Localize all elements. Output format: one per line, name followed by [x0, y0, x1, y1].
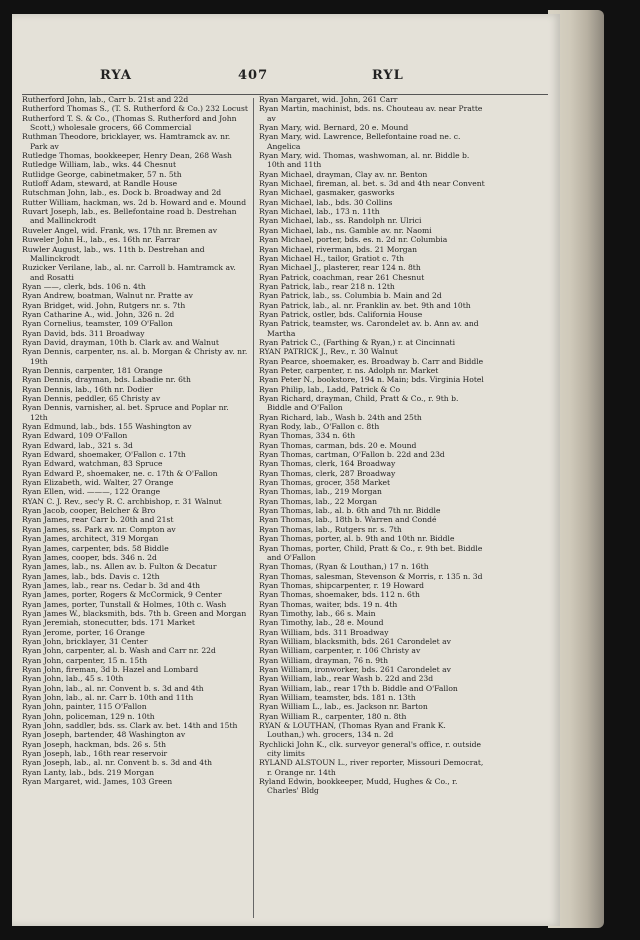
directory-entry: Ryan Michael, porter, bds. es. n. 2d nr. Columbia [259, 235, 448, 245]
directory-entry: Ryan Mary, wid. Bernard, 20 e. Mound [259, 123, 409, 133]
directory-entry: Ryan Thomas, lab., 18th b. Warren and Condé [259, 515, 437, 525]
directory-entry: Ryan James, lab., rear ns. Cedar b. 3d and 4th [22, 580, 201, 590]
directory-entry: Ryan Pearce, shoemaker, es. Broadway b. Carr and Biddle [259, 356, 484, 366]
directory-entry: Ryan Thomas, carman, bds. 20 e. Mound [259, 440, 417, 450]
directory-entry: Ryan James, carpenter, bds. 58 Biddle [22, 543, 169, 553]
directory-entry: Ryan Dennis, carpenter, ns. al. b. Morgan & Christy av. nr. 19th [22, 347, 248, 366]
directory-entry: Ryan Thomas, 334 n. 6th [259, 431, 356, 441]
directory-entry: Ryan Catharine A., wid. John, 326 n. 2d [22, 309, 175, 319]
directory-entry: Ryan Michael, fireman, al. bet. s. 3d and 4th near Convent [259, 179, 485, 189]
directory-entry: Ryan Michael, lab., ss. Randolph nr. Ulrici [259, 216, 422, 226]
directory-entry: Ryan Michael H., tailor, Gratiot c. 7th [259, 253, 405, 263]
directory-entry: Ryan Thomas, waiter, bds. 19 n. 4th [259, 599, 398, 609]
directory-entry: Ryan Dennis, varnisher, al. bet. Spruce and Poplar nr. 12th [22, 403, 229, 422]
directory-entry: Ryan Margaret, wid. John, 261 Carr [259, 95, 398, 104]
directory-entry: Ryan William, lab., rear 17th b. Biddle and O'Fallon [259, 683, 458, 693]
directory-entry: Ryan James W., blacksmith, bds. 7th b. Green and Morgan [22, 608, 247, 618]
directory-entry: Ryan Thomas, lab., Rutgers nr. s. 7th [259, 524, 402, 534]
directory-entry: Ryan Dennis, drayman, bds. Labadie nr. 6th [22, 375, 191, 385]
directory-entry: Ryan Timothy, lab., 66 s. Main [259, 608, 376, 618]
directory-entry: Ryan James, lab., ns. Allen av. b. Fulton & Decatur [22, 562, 217, 572]
directory-entry: Ryan Michael, gasmaker, gasworks [259, 188, 395, 198]
directory-entry: Ruveler Angel, wid. Frank, ws. 17th nr. Bremen av [22, 225, 217, 235]
directory-entry: Ryan Michael, lab., 173 n. 11th [259, 207, 380, 217]
directory-entry: Ryan Jacob, cooper, Belcher & Bro [22, 506, 156, 516]
directory-entry: Ryan Patrick, lab., al. nr. Franklin av. bet. 9th and 10th [259, 300, 471, 310]
directory-entry: RYAN PATRICK J., Rev., r. 30 Walnut [259, 347, 398, 357]
header-right-guide: RYL [372, 68, 404, 83]
directory-entry: Ryan Bridget, wid. John, Rutgers nr. s. 7th [22, 300, 186, 310]
directory-entry: Ryan Peter N., bookstore, 194 n. Main; bds. Virginia Hotel [259, 375, 484, 385]
directory-entry: Ryland Edwin, bookkeeper, Mudd, Hughes & Co., r. Charles' Bldg [259, 777, 458, 796]
directory-entry: Ryan James, architect, 319 Morgan [22, 534, 159, 544]
directory-entry: Ryan John, saddler, bds. ss. Clark av. bet. 14th and 15th [22, 721, 238, 731]
directory-entry: Ryan John, fireman, 3d b. Hazel and Lombard [22, 664, 199, 674]
directory-entry: Ryan Joseph, bartender, 48 Washington av [22, 730, 186, 740]
directory-entry: Ryan Thomas, grocer, 358 Market [259, 478, 391, 488]
directory-entry: Ruthman Theodore, bricklayer, ws. Hamtramck av. nr. Park av [22, 132, 231, 151]
directory-entry: Ryan Edward, 109 O'Fallon [22, 431, 128, 441]
directory-entry: Ryan Jerome, porter, 16 Orange [22, 627, 145, 637]
directory-entry: Rutherford John, lab., Carr b. 21st and 22d [22, 95, 189, 104]
directory-entry: Rutloff Adam, steward, at Randle House [22, 179, 178, 189]
directory-entry: Ryan David, drayman, 10th b. Clark av. and Walnut [22, 337, 219, 347]
directory-entry: Ryan Mary, wid. Thomas, washwoman, al. nr. Biddle b. 10th and 11th [259, 151, 470, 170]
directory-entry: Ryan Rody, lab., O'Fallon c. 8th [259, 422, 380, 432]
directory-entry: Ryan David, bds. 311 Broadway [22, 328, 145, 338]
directory-entry: Ryan Michael, drayman, Clay av. nr. Benton [259, 169, 428, 179]
directory-entry: Ryan Edmund, lab., bds. 155 Washington av [22, 422, 192, 432]
directory-entry: Ryan Martin, machinist, bds. ns. Chouteau av. near Pratte av [259, 104, 483, 123]
directory-entry: Ryan William, teamster, bds. 181 n. 13th [259, 693, 416, 702]
directory-entry: Ryan Patrick, coachman, rear 261 Chesnut [259, 272, 425, 282]
directory-entry: Ryan Joseph, lab., al. nr. Convent b. s. 3d and 4th [22, 758, 213, 768]
directory-entry: Ryan Michael, lab., bds. 30 Collins [259, 197, 393, 207]
directory-entry: Ryan Thomas, clerk, 287 Broadway [259, 468, 396, 478]
directory-entry: Ryan Thomas, clerk, 164 Broadway [259, 459, 396, 469]
directory-entry: Ryan Joseph, lab., 16th rear reservoir [22, 749, 168, 759]
directory-entry: Ryan John, carpenter, 15 n. 15th [22, 655, 148, 665]
directory-entry: Ryan Edward, watchman, 83 Spruce [22, 459, 163, 469]
directory-entry: Ruweler John H., lab., es. 16th nr. Farrar [22, 235, 180, 245]
directory-entry: Ryan Michael, lab., ns. Gamble av. nr. Naomi [259, 225, 432, 235]
right-column [259, 95, 485, 796]
directory-entry: Ryan John, lab., al. nr. Convent b. s. 3d and 4th [22, 683, 204, 693]
directory-entry: Ryan Thomas, porter, Child, Pratt & Co., r. 9th bet. Biddle and O'Fallon [259, 543, 483, 562]
directory-entry: Ryan James, lab., bds. Davis c. 12th [22, 571, 160, 581]
directory-entry: Ryan William, blacksmith, bds. 261 Carondelet av [259, 636, 451, 646]
directory-entry: Ruzicker Verilane, lab., al. nr. Carroll b. Hamtramck av. and Rosatti [22, 263, 236, 282]
directory-entry: Ryan John, policeman, 129 n. 10th [22, 711, 155, 721]
directory-entry: Ryan John, carpenter, al. b. Wash and Carr nr. 22d [22, 646, 216, 656]
directory-entry: Rutledge Thomas, bookkeeper, Henry Dean, 268 Wash [22, 151, 232, 161]
directory-entry: Ryan Thomas, lab., 219 Morgan [259, 487, 382, 497]
directory-entry: Ryan Thomas, (Ryan & Louthan,) 17 n. 16th [259, 562, 429, 572]
directory-entry: Ryan Thomas, shoemaker, bds. 112 n. 6th [259, 590, 420, 600]
directory-entry: Rutledge William, lab., wks. 44 Chesnut [22, 160, 177, 170]
directory-entry: Ryan James, porter, Rogers & McCormick, 9 Center [22, 590, 222, 600]
directory-entry: Ryan Cornelius, teamster, 109 O'Fallon [22, 319, 173, 329]
directory-entry: Ryan William R., carpenter, 180 n. 8th [259, 711, 407, 721]
directory-entry: Ryan Edward, shoemaker, O'Fallon c. 17th [22, 450, 186, 460]
directory-entry: Rutter William, hackman, ws. 2d b. Howard and e. Mound [22, 197, 247, 207]
directory-entry: Rutherford T. S. & Co., (Thomas S. Rutherford and John Scott,) wholesale grocers, 66 Commercial [22, 113, 237, 133]
directory-entry: Ryan Edward P., shoemaker, ne. c. 17th & O'Fallon [22, 468, 218, 478]
directory-entry: RYLAND ALSTOUN L., river reporter, Missouri Democrat, r. Orange nr. 14th [259, 758, 484, 777]
page-number: 407 [238, 68, 269, 83]
page-header [12, 68, 560, 88]
directory-entry: Ryan William, lab., rear Wash b. 22d and 23d [259, 674, 434, 684]
directory-entry: Ryan Ellen, wid. ———, 122 Orange [22, 487, 161, 497]
directory-entry: Ryan Thomas, shipcarpenter, r. 19 Howard [259, 580, 424, 590]
directory-entry: Ryan ——, clerk, bds. 106 n. 4th [22, 281, 146, 291]
header-left-guide: RYA [100, 68, 132, 83]
directory-entry: Ryan Richard, drayman, Child, Pratt & Co., r. 9th b. Biddle and O'Fallon [259, 394, 459, 413]
directory-entry: Ryan James, cooper, bds. 346 n. 2d [22, 552, 157, 562]
directory-entry: Ryan Thomas, lab., 22 Morgan [259, 496, 378, 506]
directory-entry: Ryan James, ss. Park av. nr. Compton av [22, 524, 176, 534]
directory-entry: Rutschman John, lab., es. Dock b. Broadway and 2d [22, 188, 222, 198]
directory-entry: Ryan William, drayman, 76 n. 9th [259, 655, 388, 665]
column-divider [253, 98, 254, 918]
directory-entry: Ryan Dennis, carpenter, 181 Orange [22, 365, 163, 375]
directory-entry: Ryan Thomas, cartman, O'Fallon b. 22d and 23d [259, 450, 445, 460]
directory-entry: Ryan Michael J., plasterer, rear 124 n. 8th [259, 263, 421, 273]
directory-entry: Ryan William L., lab., es. Jackson nr. Barton [259, 702, 428, 712]
directory-entry: Ryan Elizabeth, wid. Walter, 27 Orange [22, 478, 174, 488]
directory-entry: Ryan Patrick, ostler, bds. California House [259, 309, 423, 319]
directory-entry: Ryan Michael, riverman, bds. 21 Morgan [259, 244, 418, 254]
directory-entry: Ryan William, ironworker, bds. 261 Carondelet av [259, 664, 451, 674]
directory-entry: Ryan Timothy, lab., 28 e. Mound [259, 618, 384, 628]
directory-entry: Ryan James, rear Carr b. 20th and 21st [22, 515, 174, 525]
directory-entry: Rychlicki John K., clk. surveyor general's office, r. outside city limits [259, 739, 482, 759]
directory-entry: Ryan John, lab., 45 s. 10th [22, 674, 124, 684]
directory-entry: Ryan Dennis, lab., 16th nr. Dodier [22, 384, 153, 394]
directory-entry: RYAN & LOUTHAN, (Thomas Ryan and Frank K. Louthan,) wh. grocers, 134 n. 2d [259, 721, 446, 740]
left-column [22, 95, 248, 786]
directory-entry: Ryan Joseph, hackman, bds. 26 s. 5th [22, 739, 167, 749]
directory-entry: Ryan Patrick C., (Farthing & Ryan,) r. at Cincinnati [259, 337, 456, 347]
directory-entry: Rutlidge George, cabinetmaker, 57 n. 5th [22, 169, 182, 179]
directory-entry: Ryan Patrick, lab., ss. Columbia b. Main and 2d [259, 291, 442, 301]
directory-entry: Ryan Richard, lab., Wash b. 24th and 25th [259, 412, 422, 422]
directory-entry: Ryan Philip, lab., Ladd, Patrick & Co [259, 384, 401, 394]
directory-entry: Ryan Andrew, boatman, Walnut nr. Pratte av [22, 291, 193, 301]
directory-entry: Ryan Thomas, lab., al. b. 6th and 7th nr. Biddle [259, 506, 441, 516]
directory-entry: Ryan Jeremiah, stonecutter, bds. 171 Market [22, 618, 195, 628]
directory-entry: Ryan James, porter, Tunstall & Holmes, 10th c. Wash [22, 599, 227, 609]
directory-entry: Ryan William, bds. 311 Broadway [259, 627, 389, 637]
directory-entry: Ryan Lanty, lab., bds. 219 Morgan [22, 767, 154, 777]
directory-entry: Ryan Edward, lab., 321 s. 3d [22, 440, 133, 450]
directory-entry: Ryan John, painter, 115 O'Fallon [22, 702, 147, 712]
directory-entry: Ryan John, bricklayer, 31 Center [22, 636, 148, 646]
directory-entry: Ryan William, carpenter, r. 106 Christy av [259, 646, 421, 656]
directory-page [12, 14, 560, 926]
directory-entry: Rutherford Thomas S., (T. S. Rutherford & Co.) 232 Locust [22, 104, 248, 114]
directory-entry: RYAN C. J. Rev., sec'y R. C. archbishop, r. 31 Walnut [22, 496, 222, 506]
directory-entry: Ryan Patrick, lab., rear 218 n. 12th [259, 281, 395, 291]
directory-entry: Ryan Thomas, salesman, Stevenson & Morris, r. 135 n. 3d [259, 571, 483, 581]
directory-entry: Ryan Thomas, porter, al. b. 9th and 10th nr. Biddle [259, 534, 455, 544]
directory-entry: Ryan John, lab., al. nr. Carr b. 10th and 11th [22, 693, 194, 702]
directory-entry: Ryan Dennis, peddler, 65 Christy av [22, 394, 161, 403]
directory-entry: Ryan Patrick, teamster, ws. Carondelet av. b. Ann av. and Martha [259, 319, 479, 338]
directory-entry: Ryan Peter, carpenter, r. ns. Adolph nr. Market [259, 365, 439, 375]
directory-entry: Ruwler August, lab., ws. 11th b. Destrehan and Mallinckrodt [22, 244, 205, 263]
directory-entry: Ryan Margaret, wid. James, 103 Green [22, 777, 173, 787]
directory-entry: Ruvart Joseph, lab., es. Bellefontaine road b. Destrehan and Mallinckrodt [22, 207, 237, 226]
directory-entry: Ryan Mary, wid. Lawrence, Bellefontaine road ne. c. Angelica [259, 132, 461, 151]
